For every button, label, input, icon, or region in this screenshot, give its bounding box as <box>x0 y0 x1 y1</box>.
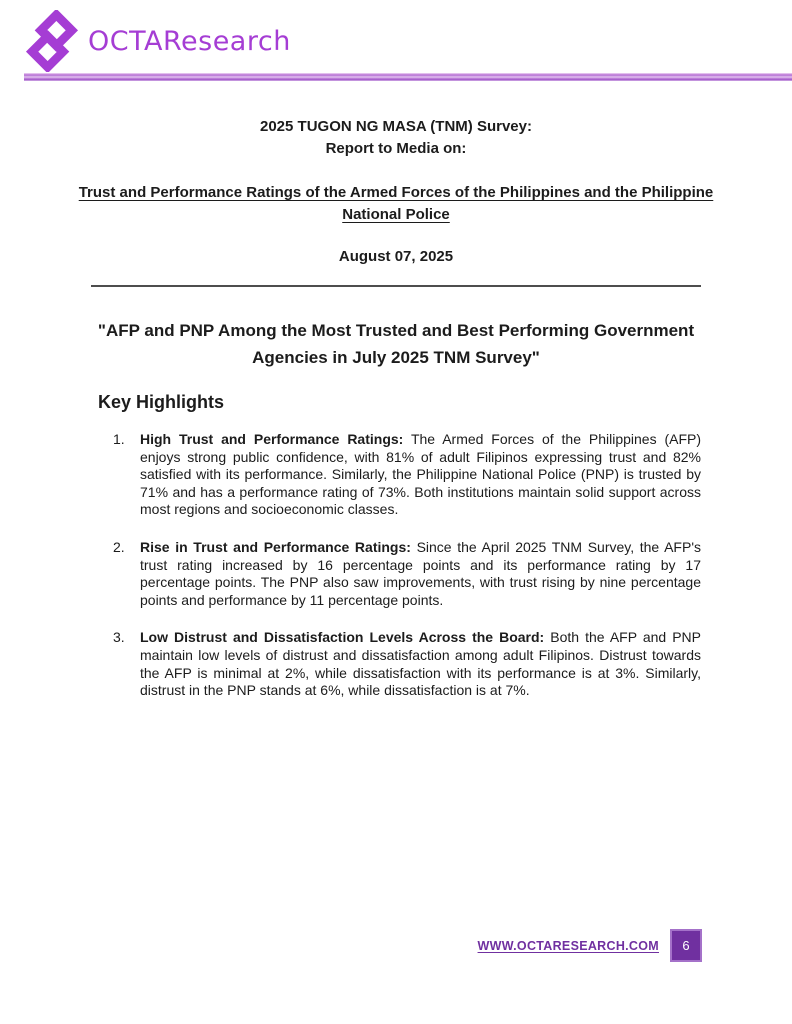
report-headline: "AFP and PNP Among the Most Trusted and Best Performing Government Agencies in July 2025 TNM Survey" <box>97 321 695 367</box>
page-number-badge <box>670 929 702 962</box>
highlight-text <box>140 431 701 519</box>
highlight-item-2 <box>113 539 701 609</box>
brand-name: OCTAResearch <box>88 25 291 57</box>
highlights-list <box>113 431 701 700</box>
highlight-item-3 <box>113 629 701 699</box>
highlight-number: 1. <box>113 431 125 447</box>
page-number: 6 <box>682 938 690 953</box>
report-title-line2: Report to Media on: <box>325 140 467 157</box>
highlight-body: Both the AFP and PNP maintain low levels of distrust and dissatisfaction among adult Filipinos. Distrust towards the AFP is minimal at 2%, while dissatisfaction with its performance is at 3%. Similarly, distrust in the PNP stands at 6%, while dissatisfaction is at 7%. <box>140 629 701 699</box>
highlight-body: The Armed Forces of the Philippines (AFP) enjoys strong public confidence, with 81% of adult Filipinos expressing trust and 82% satisfied with its performance. Similarly, the Philippine National Police (PNP) is trusted by 71% and has a performance rating of 73%. Both institutions maintain solid support across most regions and socioeconomic classes. <box>140 431 702 518</box>
highlight-lead: Low Distrust and Dissatisfaction Levels Across the Board: <box>140 629 545 646</box>
page-header <box>0 0 792 81</box>
highlight-number: 3. <box>113 629 125 646</box>
report-subject: Trust and Performance Ratings of the Armed Forces of the Philippines and the Philippine National Police <box>78 184 714 223</box>
report-date: August 07, 2025 <box>338 248 454 265</box>
highlight-item-1 <box>113 431 701 519</box>
highlight-lead: High Trust and Performance Ratings: <box>140 431 404 447</box>
highlight-body: Since the April 2025 TNM Survey, the AFP's trust rating increased by 16 percentage points and its performance rating by 17 percentage points. The PNP also saw improvements, with trust rising by nine percentage points and performance by 11 percentage points. <box>140 538 701 608</box>
highlight-number: 2. <box>113 538 125 555</box>
report-body <box>0 116 792 700</box>
horizontal-rule <box>91 285 701 287</box>
brand <box>24 10 792 72</box>
page-footer <box>478 929 702 962</box>
section-heading-key-highlights: Key Highlights <box>98 392 225 412</box>
header-divider-band <box>24 73 792 81</box>
octa-logo-icon <box>24 10 79 72</box>
highlight-lead: Rise in Trust and Performance Ratings: <box>140 538 411 555</box>
highlight-text <box>140 539 701 609</box>
highlight-text <box>140 629 701 699</box>
report-title <box>0 116 792 160</box>
website-link[interactable]: WWW.OCTARESEARCH.COM <box>477 938 659 953</box>
report-title-line1: 2025 TUGON NG MASA (TNM) Survey: <box>260 118 532 135</box>
